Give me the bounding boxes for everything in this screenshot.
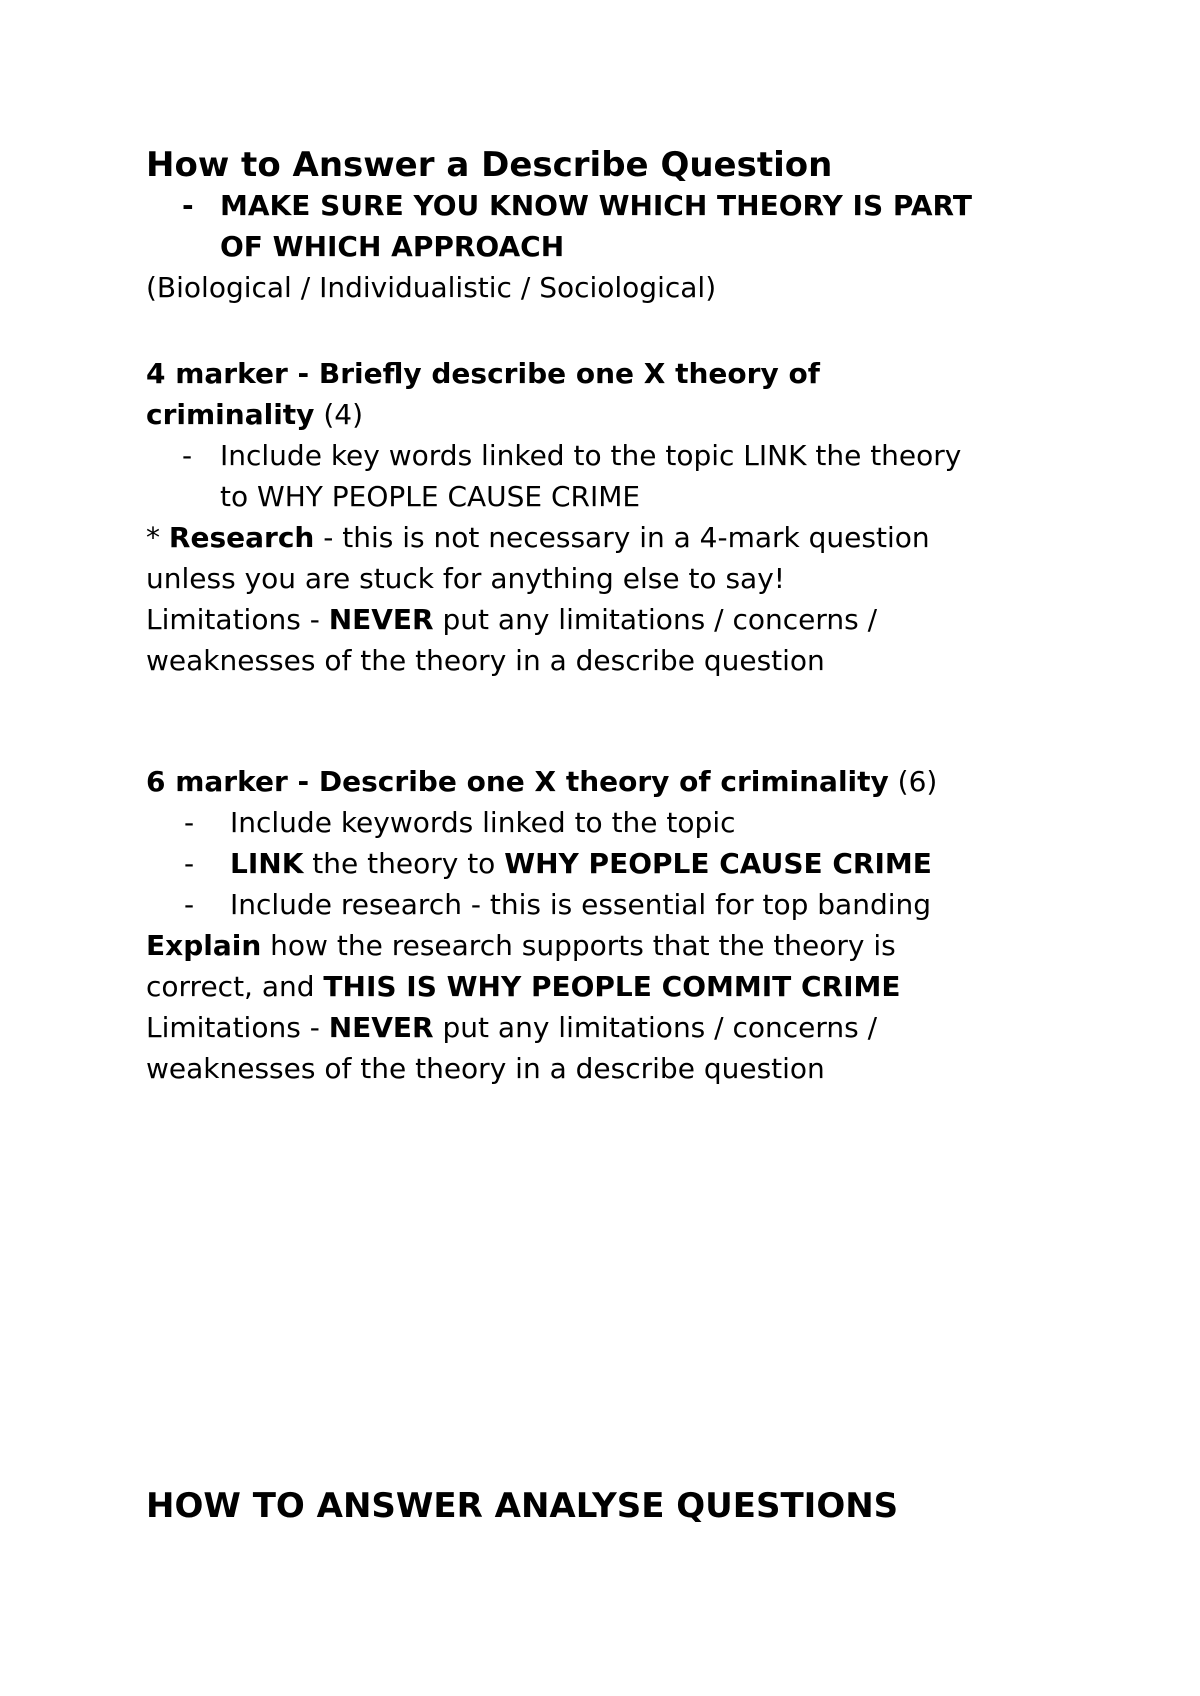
four-marker-bullet-line-1: Include key words linked to the topic LINK the theory	[220, 439, 962, 472]
bullet-dash: -	[184, 847, 195, 880]
bullet-dash: -	[184, 806, 195, 839]
six-marker-bullet-1-text: Include keywords linked to the topic	[230, 806, 736, 839]
six-marker-bullet-3-text: Include research - this is essential for top banding	[230, 888, 932, 921]
research-bold: Research	[168, 521, 315, 554]
six-marker-heading-bold: 6 marker - Describe one X theory of criminality	[146, 765, 889, 798]
six-marker-bullet-3	[146, 884, 1066, 925]
four-marker-heading-line-2	[146, 394, 1066, 435]
six-marker-heading	[146, 761, 1066, 802]
six-limitations-line-2: weaknesses of the theory in a describe question	[146, 1052, 825, 1085]
never-bold: NEVER	[328, 603, 434, 636]
describe-section-header	[146, 143, 1066, 308]
bullet-dash: -	[182, 189, 194, 222]
six-marker-bullet-1	[146, 802, 1066, 843]
bullet-dash: -	[184, 888, 195, 921]
approach-bullet-line-2: OF WHICH APPROACH	[220, 230, 565, 263]
limitations-line-2: weaknesses of the theory in a describe question	[146, 644, 825, 677]
bullet-dash: -	[182, 439, 193, 472]
explain-line-1	[146, 925, 1066, 966]
research-asterisk: *	[146, 521, 169, 554]
explain-bold: Explain	[146, 929, 262, 962]
explain-line-2	[146, 966, 1066, 1007]
four-marker-heading-line-1	[146, 353, 1066, 394]
four-marker-marks: (4)	[314, 398, 363, 431]
six-limitations-line-1	[146, 1007, 1066, 1048]
limitations-line-1	[146, 599, 1066, 640]
approaches-list: (Biological / Individualistic / Sociological)	[146, 271, 717, 304]
four-marker-heading-bold: 4 marker - Briefly describe one X theory of	[146, 357, 820, 390]
analyse-questions-title: HOW TO ANSWER ANALYSE QUESTIONS	[146, 1486, 899, 1526]
four-marker-bullet-line-2: to WHY PEOPLE CAUSE CRIME	[220, 480, 641, 513]
describe-question-title: How to Answer a Describe Question	[146, 145, 833, 185]
link-bold: LINK	[230, 847, 304, 880]
explain-line-2-prefix: correct, and	[146, 970, 324, 1003]
six-marker-section	[146, 761, 1066, 1089]
analyse-section-header	[146, 1484, 1066, 1528]
four-marker-bullet	[146, 435, 1066, 517]
four-marker-section	[146, 353, 1066, 681]
four-marker-criminality: criminality	[146, 398, 315, 431]
never-bold: NEVER	[328, 1011, 434, 1044]
limitations-rest: put any limitations / concerns /	[433, 603, 878, 636]
why-people-cause-crime-bold: WHY PEOPLE CAUSE CRIME	[504, 847, 932, 880]
limitations-prefix: Limitations -	[146, 1011, 329, 1044]
research-rest: - this is not necessary in a 4-mark question	[314, 521, 930, 554]
limitations-prefix: Limitations -	[146, 603, 329, 636]
commit-crime-bold: THIS IS WHY PEOPLE COMMIT CRIME	[323, 970, 901, 1003]
bullet-2-mid: the theory to	[303, 847, 505, 880]
research-note-line-1	[146, 517, 1066, 558]
six-marker-marks: (6)	[888, 765, 938, 798]
approach-bullet	[146, 185, 1066, 267]
limitations-rest: put any limitations / concerns /	[433, 1011, 878, 1044]
approach-bullet-line-1: MAKE SURE YOU KNOW WHICH THEORY IS PART	[220, 189, 972, 222]
research-note-line-2: unless you are stuck for anything else to say!	[146, 562, 785, 595]
six-marker-bullet-2	[146, 843, 1066, 884]
explain-rest: how the research supports that the theory is	[261, 929, 896, 962]
